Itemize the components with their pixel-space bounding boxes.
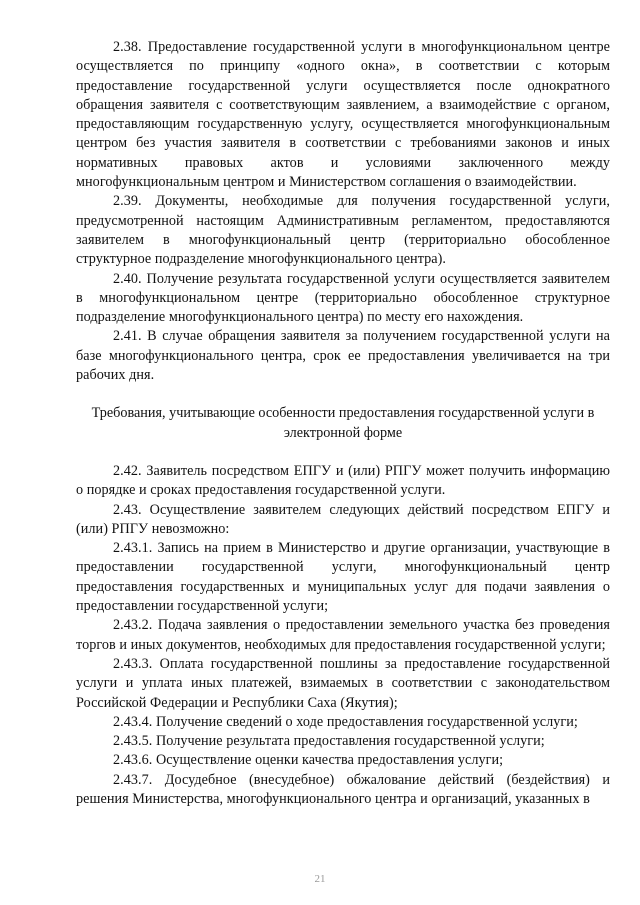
paragraph-2-43-4: 2.43.4. Получение сведений о ходе предоставления государственной услуги; (113, 713, 578, 730)
paragraph-2-39: 2.39. Документы, необходимые для получения государственной услуги, предусмотренной настоящим Административным регламентом, предоставляются заявителем в многофункциональный центр (территориально обособленное структурное подразделение многофункционального центра). (76, 193, 610, 268)
paragraph-2-43-5: 2.43.5. Получение результата предоставления государственной услуги; (113, 733, 545, 750)
page-number: 21 (314, 873, 326, 885)
paragraph-2-43-2: 2.43.2. Подача заявления о предоставлении земельного участка без проведения торгов и иных документов, необходимых для предоставления государственной услуги; (76, 617, 610, 653)
paragraph-2-43-1: 2.43.1. Запись на прием в Министерство и другие организации, участвующие в предоставлении государственной услуги, многофункциональный центр предоставления государственных и муниципальных услуг для подачи заявления о предоставлении государственной услуги; (76, 540, 610, 615)
paragraph-2-43-3: 2.43.3. Оплата государственной пошлины за предоставление государственной услуги и уплата иных платежей, взимаемых в соответствии с законодательством Российской Федерации и Республики Саха (Якутия); (76, 655, 610, 711)
document-page (76, 38, 610, 809)
paragraph-2-42: 2.42. Заявитель посредством ЕПГУ и (или) РПГУ может получить информацию о порядке и сроках предоставления государственной услуги. (76, 462, 610, 499)
paragraph-2-40: 2.40. Получение результата государственной услуги осуществляется заявителем в многофункциональном центре (территориально обособленное структурное подразделение многофункционального центра) по месту его нахождения. (76, 270, 610, 326)
section-heading: Требования, учитывающие особенности предоставления государственной услуги в электронной форме (91, 405, 595, 441)
paragraph-2-43: 2.43. Осуществление заявителем следующих действий посредством ЕПГУ и (или) РПГУ невозможно: (76, 501, 610, 537)
paragraph-2-43-6: 2.43.6. Осуществление оценки качества предоставления услуги; (113, 752, 504, 769)
paragraph-2-41: 2.41. В случае обращения заявителя за получением государственной услуги на базе многофункционального центра, срок ее предоставления увеличивается на три рабочих дня. (76, 328, 610, 384)
paragraph-2-38: 2.38. Предоставление государственной услуги в многофункциональном центре осуществляется по принципу «одного окна», в соответствии с которым предоставление государственной услуги осуществляется после однократного обращения заявителя с соответствующим заявлением, а взаимодействие с органом, предоставляющим государственную услугу, осуществляется многофункциональным центром без участия заявителя в соответствии с требованиями законов и иных нормативных правовых актов и условиями заключенного между многофункциональным центром и Министерством соглашения о взаимодействии. (76, 39, 610, 191)
paragraph-2-43-7: 2.43.7. Досудебное (внесудебное) обжалование действий (бездействия) и решения Министерства, многофункционального центра и организаций, указанных в (76, 771, 610, 807)
